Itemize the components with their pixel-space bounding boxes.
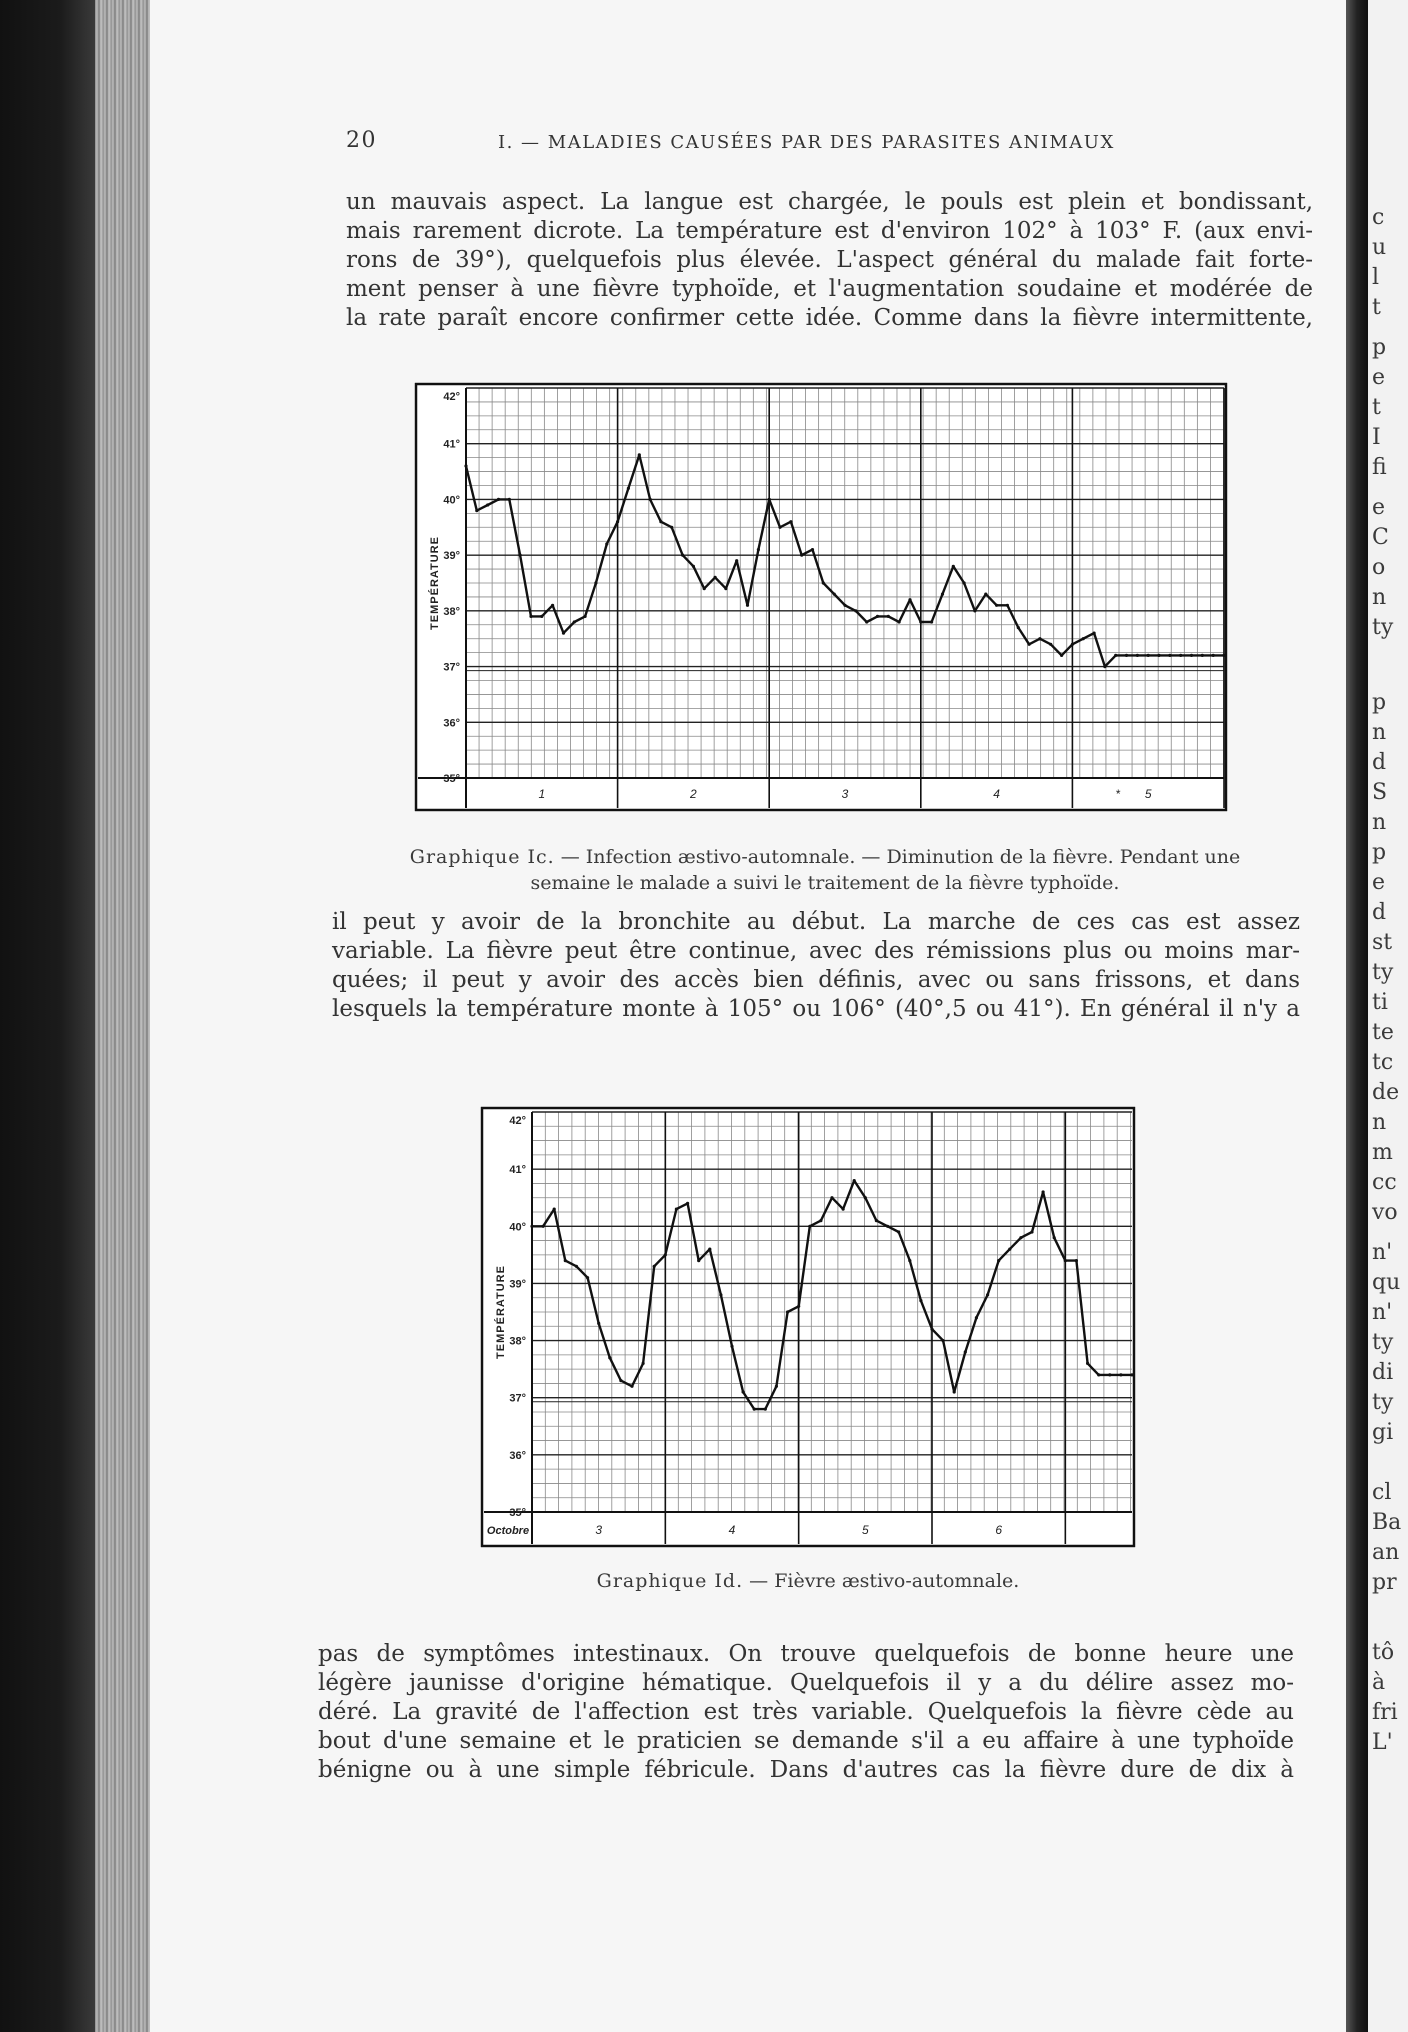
next-page-fragment: p <box>1372 840 1387 865</box>
data-point <box>1082 637 1085 640</box>
next-page-fragment: t <box>1372 395 1381 420</box>
data-point <box>686 1202 689 1205</box>
data-point <box>608 1356 611 1359</box>
data-point <box>786 1310 789 1313</box>
data-point <box>1060 654 1063 657</box>
data-point <box>919 620 922 623</box>
data-point <box>675 1208 678 1211</box>
data-point <box>497 498 500 501</box>
text-line: déré. La gravité de l'affection est très variable. Quelquefois la fièvre cède au <box>318 1699 1294 1725</box>
data-point <box>575 1265 578 1268</box>
text-line: légère jaunisse d'origine hématique. Quelquefois il y a du délire assez mo- <box>318 1670 1294 1696</box>
data-point <box>1119 1373 1122 1376</box>
next-page-fragment: e <box>1372 870 1386 895</box>
paragraph-3 <box>318 1640 1294 1785</box>
y-tick-label: 42° <box>443 391 460 403</box>
caption-label: Graphique Id. <box>596 1570 744 1592</box>
data-point <box>649 498 652 501</box>
data-point <box>724 587 727 590</box>
data-point <box>553 1208 556 1211</box>
next-page-fragment: ty <box>1372 960 1394 985</box>
data-point <box>819 1219 822 1222</box>
y-tick-label: 37° <box>443 661 460 674</box>
next-page-fragment: te <box>1372 1020 1394 1045</box>
text-line: mais rarement dicrote. La température est d'environ 102° à 103° F. (aux envi- <box>346 218 1313 244</box>
data-point <box>1130 1373 1133 1376</box>
data-point <box>800 554 803 557</box>
next-page-fragment: e <box>1372 365 1386 390</box>
data-point <box>1222 654 1225 657</box>
data-point <box>757 548 760 551</box>
next-page-fragment: t <box>1372 295 1381 320</box>
y-tick-label: 38° <box>509 1335 526 1348</box>
next-page-fragment: ti <box>1372 990 1388 1015</box>
data-point <box>833 593 836 596</box>
data-point <box>708 1248 711 1251</box>
caption-label: Graphique Ic. <box>409 846 555 868</box>
data-point <box>876 615 879 618</box>
running-head <box>346 128 1156 158</box>
next-page-fragment: m <box>1372 1140 1393 1165</box>
next-page-fragment: st <box>1372 930 1393 955</box>
next-page-fragment: L' <box>1372 1730 1393 1755</box>
data-point <box>1097 1373 1100 1376</box>
day-label: 6 <box>995 1523 1003 1537</box>
next-page-fragment: cl <box>1372 1480 1392 1505</box>
next-page-fragment: I <box>1372 425 1381 450</box>
y-tick-label: 40° <box>443 494 460 507</box>
data-point <box>746 604 749 607</box>
y-tick-label: 39° <box>509 1278 526 1291</box>
data-point <box>573 620 576 623</box>
data-point <box>697 1259 700 1262</box>
data-point <box>1114 654 1117 657</box>
data-point <box>714 576 717 579</box>
data-point <box>1008 1248 1011 1251</box>
data-point <box>664 1253 667 1256</box>
data-point <box>529 615 532 618</box>
data-point <box>627 487 630 490</box>
paragraph-2 <box>332 908 1300 1024</box>
data-point <box>865 620 868 623</box>
data-point <box>887 615 890 618</box>
figure-2-caption <box>480 1568 1136 1594</box>
data-point <box>964 1350 967 1353</box>
data-point <box>594 581 597 584</box>
y-tick-label: 39° <box>443 550 460 563</box>
caption-line-2: semaine le malade a suivi le traitement de la fièvre typhoïde. <box>530 872 1120 894</box>
data-point <box>586 1276 589 1279</box>
next-page-fragment: gi <box>1372 1420 1394 1445</box>
text-line: il peut y avoir de la bronchite au début. La marche de ces cas est assez <box>332 909 1300 935</box>
next-page-fragment: e <box>1372 495 1386 520</box>
data-point <box>681 554 684 557</box>
data-point <box>1019 1236 1022 1239</box>
data-point <box>670 526 673 529</box>
data-point <box>1071 643 1074 646</box>
next-page-fragment: tô <box>1372 1640 1395 1665</box>
text-line: rons de 39°), quelquefois plus élevée. L'aspect général du malade fait forte- <box>346 247 1313 273</box>
paragraph-1 <box>346 188 1313 333</box>
data-point <box>930 620 933 623</box>
temperature-chart-id <box>480 1106 1136 1548</box>
y-tick-label: 38° <box>443 605 460 618</box>
data-point <box>1006 604 1009 607</box>
data-point <box>942 1339 945 1342</box>
data-point <box>605 542 608 545</box>
next-page-fragment: ty <box>1372 1390 1394 1415</box>
next-page-fragment: n <box>1372 720 1387 745</box>
y-tick-label: 41° <box>443 438 460 451</box>
data-point <box>486 503 489 506</box>
data-point <box>764 1408 767 1411</box>
data-point <box>530 1225 533 1228</box>
next-page-fragment: d <box>1372 750 1387 775</box>
figure-1-caption <box>330 844 1320 896</box>
caption-text: — Infection æstivo-automnale. — Diminution de la fièvre. Pendant une <box>554 846 1241 868</box>
data-point <box>508 498 511 501</box>
data-point <box>719 1293 722 1296</box>
next-page-fragment: C <box>1372 525 1389 550</box>
y-tick-label: 37° <box>509 1392 526 1405</box>
data-point <box>830 1196 833 1199</box>
data-point <box>963 581 966 584</box>
data-point <box>797 1305 800 1308</box>
data-point <box>1053 1236 1056 1239</box>
day-label: 2 <box>690 787 697 801</box>
day-label: 3 <box>595 1523 603 1537</box>
data-point <box>1017 626 1020 629</box>
text-line: la rate paraît encore confirmer cette idée. Comme dans la fièvre intermittente, <box>346 305 1313 331</box>
data-point <box>753 1408 756 1411</box>
data-point <box>778 526 781 529</box>
day-label: 3 <box>841 787 849 801</box>
data-point <box>475 509 478 512</box>
data-point <box>952 565 955 568</box>
data-point <box>1030 1230 1033 1233</box>
data-point <box>1125 654 1128 657</box>
data-point <box>995 604 998 607</box>
text-line: variable. La fièvre peut être continue, avec des rémissions plus ou moins mar- <box>332 938 1300 964</box>
data-point <box>986 1293 989 1296</box>
data-point <box>1212 654 1215 657</box>
temperature-chart-ic <box>414 382 1228 812</box>
data-point <box>692 565 695 568</box>
caption-text: — Fièvre æstivo-automnale. <box>743 1570 1020 1592</box>
data-point <box>808 1225 811 1228</box>
next-page-fragment: S <box>1372 780 1388 805</box>
data-point <box>919 1299 922 1302</box>
data-point <box>540 615 543 618</box>
next-page-fragment: pr <box>1372 1570 1397 1595</box>
chart-ic-svg <box>414 382 1228 812</box>
next-page-fragment: cc <box>1372 1170 1397 1195</box>
data-point <box>564 1259 567 1262</box>
data-point <box>1028 643 1031 646</box>
data-point <box>551 604 554 607</box>
page-stack <box>95 0 155 2032</box>
chapter-title: I. — MALADIES CAUSÉES PAR DES PARASITES ANIMAUX <box>498 132 1115 153</box>
data-point <box>642 1362 645 1365</box>
data-point <box>864 1196 867 1199</box>
data-point <box>630 1385 633 1388</box>
data-point <box>898 620 901 623</box>
data-point <box>941 593 944 596</box>
next-page-fragment: p <box>1372 690 1387 715</box>
data-point <box>1136 654 1139 657</box>
data-point <box>1038 637 1041 640</box>
next-page-fragment: n' <box>1372 1240 1393 1265</box>
next-page-fragment: fi <box>1372 455 1387 480</box>
data-point <box>735 559 738 562</box>
y-tick-label: 35° <box>443 773 460 785</box>
data-point <box>562 632 565 635</box>
text-line: quées; il peut y avoir des accès bien définis, avec ou sans frissons, et dans <box>332 967 1300 993</box>
data-point <box>1179 654 1182 657</box>
next-page-fragment: di <box>1372 1360 1394 1385</box>
chart-id-svg <box>480 1106 1136 1548</box>
day-label: 5 <box>1144 787 1152 801</box>
next-page-fragment: ty <box>1372 615 1394 640</box>
next-page-fragment: ty <box>1372 1330 1394 1355</box>
next-page-fragment: p <box>1372 335 1387 360</box>
y-tick-label: 36° <box>509 1449 526 1462</box>
data-point <box>908 1259 911 1262</box>
data-point <box>1147 654 1150 657</box>
data-point <box>886 1225 889 1228</box>
data-point <box>619 1379 622 1382</box>
data-point <box>597 1322 600 1325</box>
data-point <box>1093 632 1096 635</box>
data-point <box>1168 654 1171 657</box>
text-line: pas de symptômes intestinaux. On trouve quelquefois de bonne heure une <box>318 1641 1294 1667</box>
text-line: un mauvais aspect. La langue est chargée, le pouls est plein et bondissant, <box>346 189 1313 215</box>
next-page-fragment: n <box>1372 1110 1387 1135</box>
next-page-fragment: n <box>1372 585 1387 610</box>
data-point <box>775 1385 778 1388</box>
next-page-fragment: Ba <box>1372 1510 1402 1535</box>
day-label-mark: * <box>1115 787 1121 801</box>
data-point <box>975 1316 978 1319</box>
next-page-fragment: o <box>1372 555 1386 580</box>
month-label: Octobre <box>486 1525 530 1537</box>
data-point <box>542 1225 545 1228</box>
text-line: bout d'une semaine et le praticien se demande s'il a eu affaire à une typhoïde <box>318 1728 1294 1754</box>
data-point <box>875 1219 878 1222</box>
data-point <box>843 604 846 607</box>
y-axis-label: TEMPÉRATURE <box>495 1265 507 1359</box>
data-point <box>730 1345 733 1348</box>
next-page-fragment: de <box>1372 1080 1400 1105</box>
data-point <box>1108 1373 1111 1376</box>
data-point <box>742 1390 745 1393</box>
data-point <box>1064 1259 1067 1262</box>
data-point <box>973 609 976 612</box>
next-page-fragment: n' <box>1372 1300 1393 1325</box>
data-point <box>653 1265 656 1268</box>
y-tick-label: 42° <box>509 1115 526 1127</box>
data-point <box>984 593 987 596</box>
data-point <box>1157 654 1160 657</box>
data-point <box>1049 643 1052 646</box>
data-point <box>464 464 467 467</box>
data-point <box>519 554 522 557</box>
data-point <box>659 520 662 523</box>
next-page-fragment: tc <box>1372 1050 1394 1075</box>
y-tick-label: 40° <box>509 1221 526 1234</box>
next-page-fragment: u <box>1372 235 1387 260</box>
day-label: 4 <box>993 787 1000 801</box>
page-number: 20 <box>346 128 377 153</box>
next-page-fragment: vo <box>1372 1200 1398 1225</box>
data-point <box>1086 1362 1089 1365</box>
data-point <box>768 498 771 501</box>
data-point <box>789 520 792 523</box>
data-point <box>1190 654 1193 657</box>
y-tick-label: 41° <box>509 1164 526 1177</box>
day-label: 5 <box>861 1523 869 1537</box>
next-page-fragment: c <box>1372 205 1385 230</box>
next-page-fragment: fri <box>1372 1700 1398 1725</box>
next-page-edge <box>1368 0 1408 2032</box>
chart-frame <box>482 1108 1134 1546</box>
data-point <box>703 587 706 590</box>
data-point <box>1042 1190 1045 1193</box>
data-point <box>842 1208 845 1211</box>
data-point <box>1201 654 1204 657</box>
next-page-fragment: d <box>1372 900 1387 925</box>
y-axis-label: TEMPÉRATURE <box>429 536 441 630</box>
y-tick-label: 35° <box>509 1507 526 1519</box>
data-point <box>1103 665 1106 668</box>
data-point <box>616 520 619 523</box>
y-tick-label: 36° <box>443 717 460 730</box>
data-point <box>822 581 825 584</box>
next-page-fragment: an <box>1372 1540 1400 1565</box>
data-point <box>953 1390 956 1393</box>
next-page-fragment: à <box>1372 1670 1386 1695</box>
day-label: 1 <box>538 787 546 801</box>
text-line: bénigne ou à une simple fébricule. Dans d'autres cas la fièvre dure de dix à <box>318 1757 1294 1783</box>
day-label: 4 <box>728 1523 736 1537</box>
next-page-fragment: l <box>1372 265 1380 290</box>
next-page-fragment: n <box>1372 810 1387 835</box>
data-point <box>811 548 814 551</box>
data-point <box>997 1259 1000 1262</box>
data-point <box>584 615 587 618</box>
data-point <box>897 1230 900 1233</box>
book-gutter-right <box>1346 0 1368 2032</box>
data-point <box>1075 1259 1078 1262</box>
data-point <box>854 609 857 612</box>
next-page-fragment: qu <box>1372 1270 1401 1295</box>
data-point <box>853 1179 856 1182</box>
text-line: lesquels la température monte à 105° ou 106° (40°,5 ou 41°). En général il n'y a <box>332 996 1300 1022</box>
text-line: ment penser à une fièvre typhoïde, et l'augmentation soudaine et modérée de <box>346 276 1313 302</box>
data-point <box>638 453 641 456</box>
data-point <box>908 598 911 601</box>
data-point <box>930 1328 933 1331</box>
